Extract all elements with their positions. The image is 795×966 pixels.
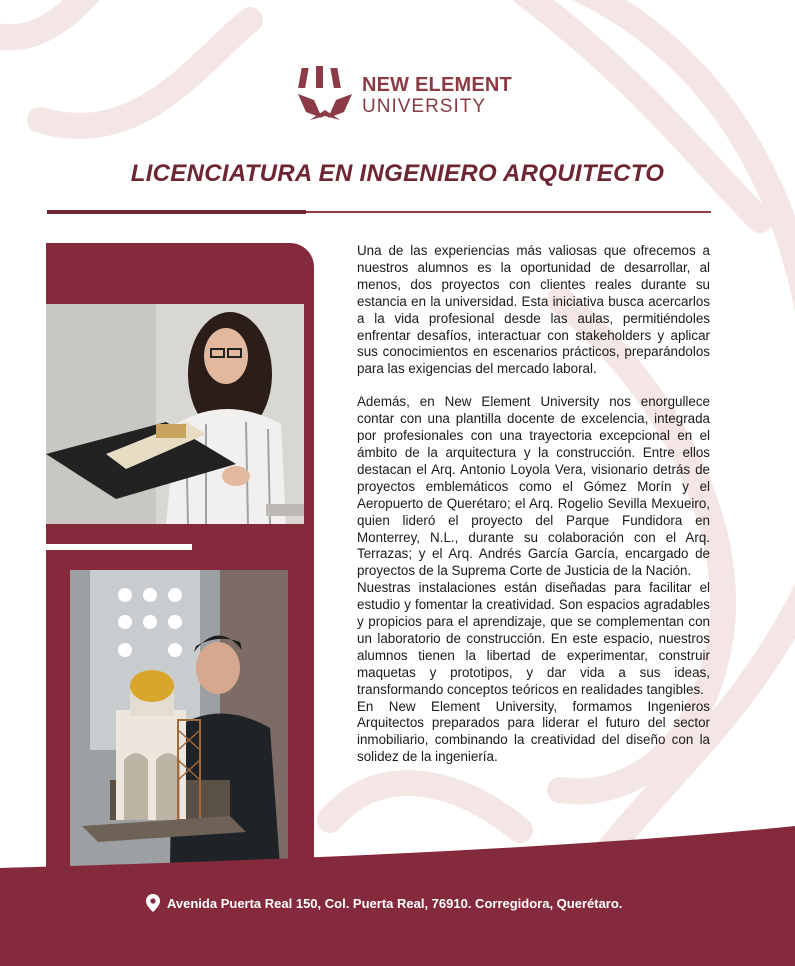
student-presenting-model-photo	[46, 304, 304, 524]
paragraph-4: En New Element University, formamos Ingenieros Arquitectos preparados para liderar el futuro del sector inmobiliario, combinando la creatividad del diseño con la solidez de la ingeniería.	[357, 698, 710, 765]
panel-accent-bar	[46, 544, 192, 550]
footer-address	[146, 893, 622, 913]
university-logo	[296, 66, 516, 122]
logo-name-line1: NEW ELEMENT	[362, 74, 512, 96]
logo-name-line2: UNIVERSITY	[362, 96, 487, 117]
student-with-tower-model-photo	[70, 570, 288, 866]
paragraph-1: Una de las experiencias más valiosas que ofrecemos a nuestros alumnos es la oportunidad de desarrollar, al menos, dos proyectos con clientes reales durante su estancia en la universidad. Esta iniciativa busca acercarlos a la vida profesional desde las aulas, permitiéndoles enfrentar desafíos, interactuar con stakeholders y aplicar sus conocimientos en escenarios prácticos, preparándolos para las exigencias del mercado laboral.	[357, 243, 710, 377]
article-body	[357, 243, 710, 766]
location-pin-icon	[146, 894, 160, 912]
address-text: Avenida Puerta Real 150, Col. Puerta Real, 76910. Corregidora, Querétaro.	[167, 895, 623, 911]
page-title: LICENCIATURA EN INGENIERO ARQUITECTO	[130, 160, 665, 187]
title-rule-light	[306, 211, 711, 213]
paragraph-2: Además, en New Element University nos enorgullece contar con una plantilla docente de excelencia, integrada por profesionales con una trayectoria excepcional en el ámbito de la arquitectura y la construcción. Entre ellos destacan el Arq. Antonio Loyola Vera, visionario detrás de proyectos emblemáticos como el Gómez Morín y el Aeropuerto de Querétaro; el Arq. Rogelio Sevilla Mexueiro, quien lideró el proyecto del Parque Fundidora en Monterrey, N.L., durante su colaboración con el Arq. Terrazas; y el Arq. Andrés García García, encargado de proyectos de la Suprema Corte de Justicia de la Nación.	[357, 394, 710, 579]
paragraph-3: Nuestras instalaciones están diseñadas para facilitar el estudio y fomentar la creatividad. Son espacios agradables y propicios para el aprendizaje, que se complementan con un laboratorio de construcción. En este espacio, nuestros alumnos tienen la libertad de experimentar, construir maquetas y prototipos, y dar vida a sus ideas, transformando conceptos teóricos en realidades tangibles.	[357, 580, 710, 697]
triple-chevron-logo-icon	[296, 66, 354, 122]
title-rule-dark	[47, 210, 306, 214]
